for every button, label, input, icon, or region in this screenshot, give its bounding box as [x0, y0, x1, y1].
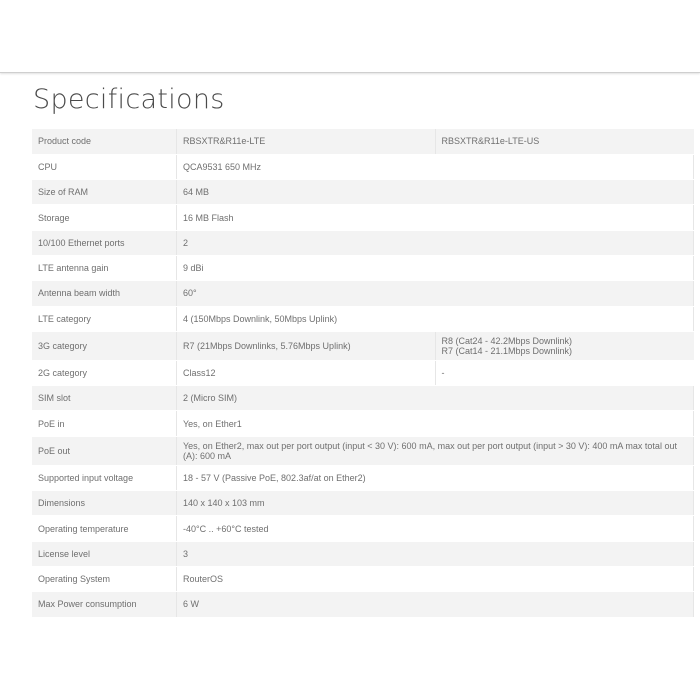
top-header-bar: [0, 0, 700, 73]
spec-label: 2G category: [32, 360, 177, 385]
spec-value: 18 - 57 V (Passive PoE, 802.3af/at on Ether2): [177, 465, 694, 490]
spec-label: 3G category: [32, 331, 177, 360]
spec-value: Class12: [177, 360, 436, 385]
spec-value: Yes, on Ether1: [177, 411, 694, 436]
table-row: [32, 411, 694, 436]
table-row: [32, 281, 694, 306]
table-row: [32, 541, 694, 566]
spec-label: Dimensions: [32, 491, 177, 516]
table-row: [32, 180, 694, 205]
spec-label: Supported input voltage: [32, 465, 177, 490]
spec-value: -40°C .. +60°C tested: [177, 516, 694, 541]
spec-value: 6 W: [177, 592, 694, 617]
table-row: [32, 255, 694, 280]
spec-value: 3: [177, 541, 694, 566]
table-row: [32, 386, 694, 411]
table-row: [32, 205, 694, 230]
table-row: [32, 230, 694, 255]
spec-label: Antenna beam width: [32, 281, 177, 306]
spec-value: RBSXTR&R11e-LTE: [177, 129, 436, 154]
spec-label: PoE in: [32, 411, 177, 436]
spec-label: Operating temperature: [32, 516, 177, 541]
table-row: [32, 566, 694, 591]
spec-value: 64 MB: [177, 180, 694, 205]
spec-label: License level: [32, 541, 177, 566]
table-row: [32, 516, 694, 541]
spec-value: QCA9531 650 MHz: [177, 154, 694, 179]
spec-value: Yes, on Ether2, max out per port output (input < 30 V): 600 mA, max out per port output (input > 30 V): 400 mA max total out (A): 600 mA: [177, 436, 694, 465]
spec-value: 4 (150Mbps Downlink, 50Mbps Uplink): [177, 306, 694, 331]
spec-label: SIM slot: [32, 386, 177, 411]
spec-value: 16 MB Flash: [177, 205, 694, 230]
spec-label: Size of RAM: [32, 180, 177, 205]
table-row: [32, 592, 694, 617]
table-row: [32, 129, 694, 154]
spec-label: Product code: [32, 129, 177, 154]
spec-value-us: RBSXTR&R11e-LTE-US: [435, 129, 694, 154]
specifications-table: [32, 129, 694, 618]
spec-value: 2 (Micro SIM): [177, 386, 694, 411]
spec-value: 140 x 140 x 103 mm: [177, 491, 694, 516]
spec-value: RouterOS: [177, 566, 694, 591]
table-row: [32, 154, 694, 179]
spec-value: R7 (21Mbps Downlinks, 5.76Mbps Uplink): [177, 331, 436, 360]
spec-value-us: [435, 331, 694, 360]
page-title: Specifications: [33, 84, 225, 115]
table-row: [32, 465, 694, 490]
spec-label: Storage: [32, 205, 177, 230]
spec-value-us-line: R7 (Cat14 - 21.1Mbps Downlink): [441, 345, 573, 356]
spec-label: PoE out: [32, 436, 177, 465]
spec-value-us: -: [435, 360, 694, 385]
spec-label: Operating System: [32, 566, 177, 591]
table-row: [32, 306, 694, 331]
table-row: [32, 491, 694, 516]
spec-label: 10/100 Ethernet ports: [32, 230, 177, 255]
spec-label: CPU: [32, 154, 177, 179]
spec-value-us-line: R8 (Cat24 - 42.2Mbps Downlink): [441, 335, 573, 346]
table-row: [32, 331, 694, 360]
table-row: [32, 436, 694, 465]
spec-label: LTE category: [32, 306, 177, 331]
spec-value: 9 dBi: [177, 255, 694, 280]
spec-label: Max Power consumption: [32, 592, 177, 617]
spec-label: LTE antenna gain: [32, 255, 177, 280]
table-row: [32, 360, 694, 385]
spec-value: 2: [177, 230, 694, 255]
spec-value: 60°: [177, 281, 694, 306]
